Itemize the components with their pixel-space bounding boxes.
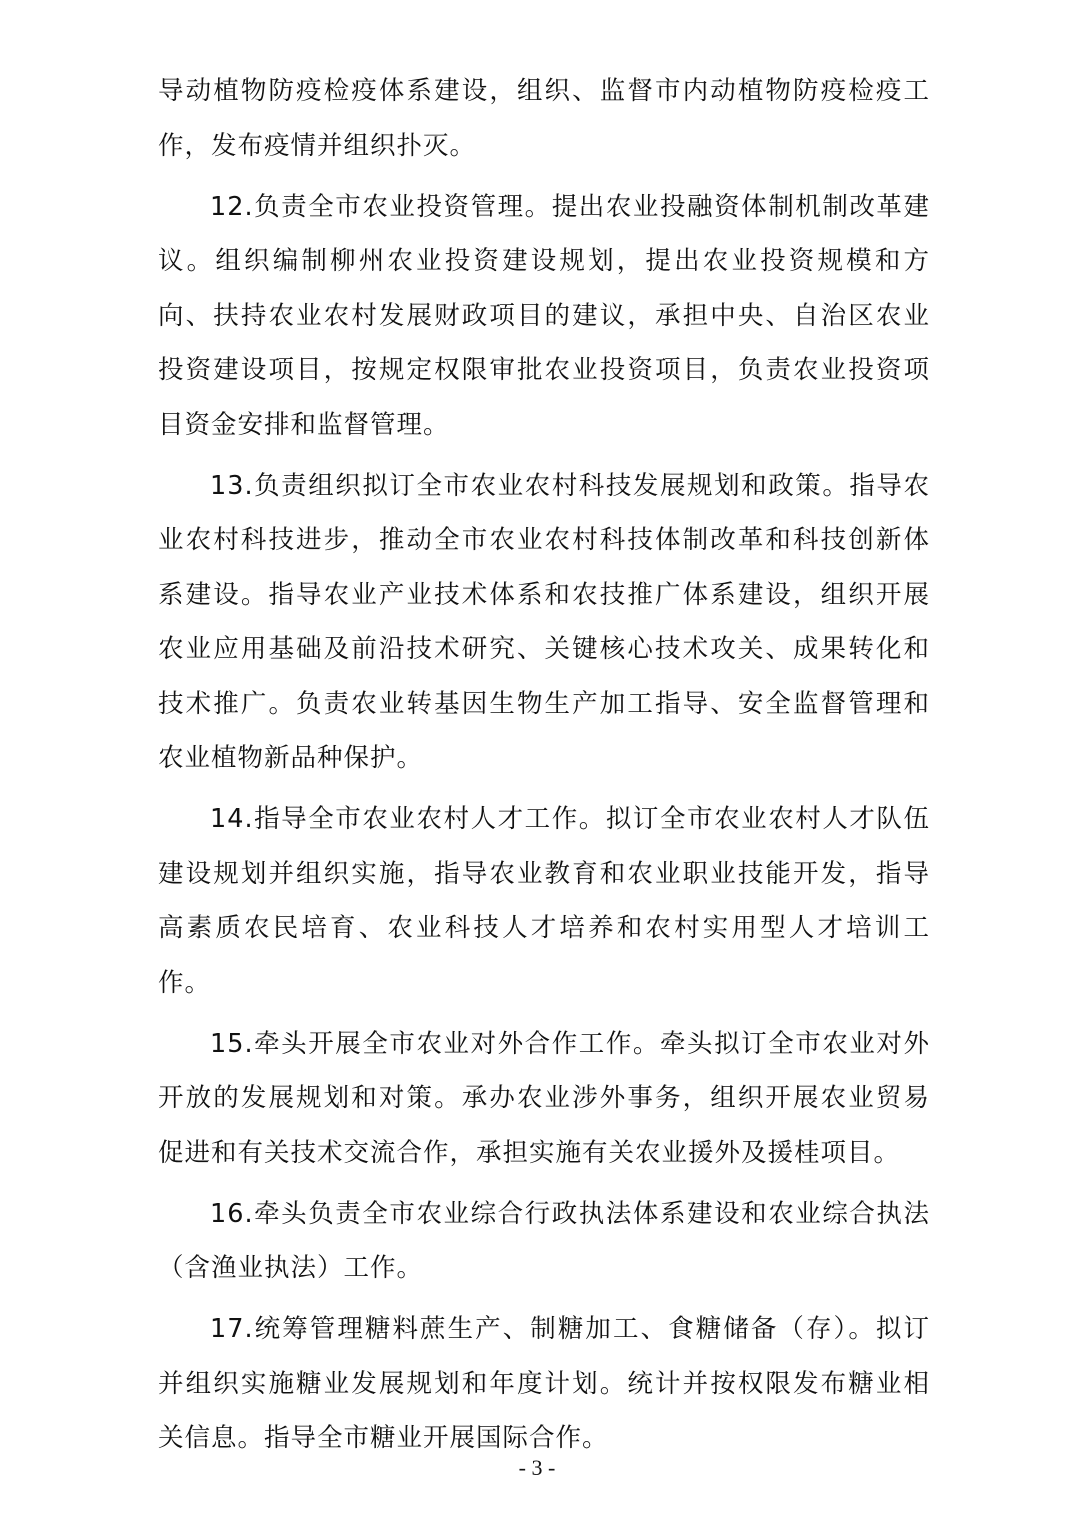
text-line: 14.指导全市农业农村人才工作。拟订全市农业农村人才队伍 bbox=[210, 804, 930, 834]
text-line: 16.牵头负责全市农业综合行政执法体系建设和农业综合执法 bbox=[210, 1198, 930, 1229]
text-line: 12.负责全市农业投资管理。提出农业投融资体制机制改革建 bbox=[210, 191, 930, 222]
text-line: 农业植物新品种保护。 bbox=[158, 743, 424, 773]
text-line: 建设规划并组织实施，指导农业教育和农业职业技能开发，指导 bbox=[158, 858, 930, 889]
text-line: 导动植物防疫检疫体系建设，组织、监督市内动植物防疫检疫工 bbox=[158, 76, 930, 106]
text-line: 开放的发展规划和对策。承办农业涉外事务，组织开展农业贸易 bbox=[158, 1083, 930, 1113]
text-line: 15.牵头开展全市农业对外合作工作。牵头拟订全市农业对外 bbox=[210, 1028, 930, 1059]
text-line: 作。 bbox=[158, 967, 212, 998]
text-line: 目资金安排和监督管理。 bbox=[158, 409, 450, 440]
text-line: 系建设。指导农业产业技术体系和农技推广体系建设，组织开展 bbox=[158, 579, 930, 610]
paragraph-item-17 bbox=[158, 1302, 930, 1466]
text-line: 13.负责组织拟订全市农业农村科技发展规划和政策。指导农 bbox=[210, 470, 930, 501]
paragraph-item-15 bbox=[158, 1017, 930, 1181]
page-number: - 3 - bbox=[518, 1455, 556, 1480]
paragraph-item-14 bbox=[158, 792, 930, 1010]
paragraph-item-12 bbox=[158, 180, 930, 453]
text-line: 农业应用基础及前沿技术研究、关键核心技术攻关、成果转化和 bbox=[158, 634, 930, 664]
paragraph-item-13 bbox=[158, 459, 930, 786]
text-line: 17.统筹管理糖料蔗生产、制糖加工、食糖储备（存）。拟订 bbox=[210, 1314, 930, 1344]
text-line: （含渔业执法）工作。 bbox=[158, 1253, 424, 1283]
text-line: 作，发布疫情并组织扑灭。 bbox=[158, 130, 477, 161]
text-line: 投资建设项目，按规定权限审批农业投资项目，负责农业投资项 bbox=[158, 355, 930, 385]
text-line: 并组织实施糖业发展规划和年度计划。统计并按权限发布糖业相 bbox=[158, 1368, 930, 1399]
text-line: 议。组织编制柳州农业投资建设规划，提出农业投资规模和方 bbox=[158, 246, 930, 276]
text-line: 关信息。指导全市糖业开展国际合作。 bbox=[158, 1423, 609, 1453]
text-line: 业农村科技进步，推动全市农业农村科技体制改革和科技创新体 bbox=[158, 525, 930, 555]
text-line: 促进和有关技术交流合作，承担实施有关农业援外及援桂项目。 bbox=[158, 1137, 901, 1168]
body-text bbox=[158, 64, 930, 1466]
paragraph-continuation bbox=[158, 64, 930, 173]
text-line: 高素质农民培育、农业科技人才培养和农村实用型人才培训工 bbox=[158, 913, 930, 943]
paragraph-item-16 bbox=[158, 1187, 930, 1296]
text-line: 技术推广。负责农业转基因生物生产加工指导、安全监督管理和 bbox=[158, 688, 930, 719]
text-line: 向、扶持农业农村发展财政项目的建议，承担中央、自治区农业 bbox=[158, 300, 930, 331]
